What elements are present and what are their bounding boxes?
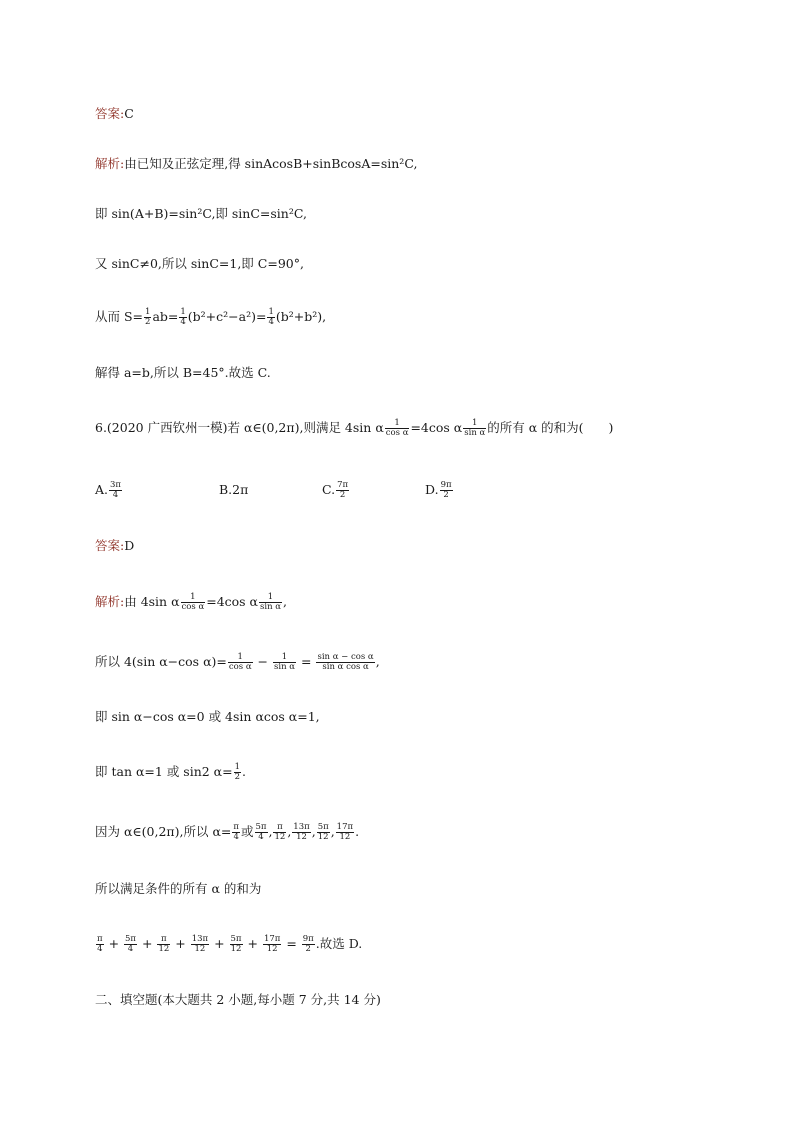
- option-c: C. $\frac{7\pi}{2}$: [322, 480, 349, 500]
- answer-value: D: [124, 538, 135, 553]
- fraction: $\frac{1}{2}$: [145, 307, 151, 327]
- option-b: B.2π: [219, 482, 249, 497]
- solution-5-line-1: 解析:由已知及正弦定理,得 sinAcosB+sinBcosA=sin²C,: [95, 156, 418, 171]
- answer-value: C: [124, 106, 134, 121]
- fraction: $\frac{1}{4}$: [268, 307, 274, 327]
- solution-5-line-3: 又 sinC≠0,所以 sinC=1,即 C=90°,: [95, 256, 304, 271]
- solution-6-line-5: 因为 α∈(0,2π),所以 α= $\frac{\pi}{4}$ 或 $\frac{5\pi}{4}$ , $\frac{\pi}{12}$ , $\frac{13\pi}{12}$ , $\frac{5\pi}{12}$ , $\frac{17\pi}{12}$ .: [95, 822, 360, 842]
- solution-6-line-6: 所以满足条件的所有 α 的和为: [95, 881, 262, 896]
- answer-6: [95, 536, 134, 556]
- answer-label: 答案:: [95, 538, 125, 553]
- question-6: 6.(2020 广西钦州一模)若 α∈(0,2π),则满足 4sin α $\frac{1}{\text{cos α}}$ =4cos α $\frac{1}{\text{sin α}}$ 的所有 α 的和为( ): [95, 418, 614, 438]
- fraction: $\frac{1}{4}$: [180, 307, 186, 327]
- solution-6-line-7: $\frac{\pi}{4}$ + $\frac{5\pi}{4}$ + $\frac{\pi}{12}$ + $\frac{13\pi}{12}$ + $\frac{5\pi}{12}$ + $\frac{17\pi}{12}$ = $\frac{9\pi}{2}$ .故选 D.: [97, 934, 363, 954]
- solution-5-line-2: 即 sin(A+B)=sin²C,即 sinC=sin²C,: [95, 206, 307, 221]
- answer-label: 答案:: [95, 106, 125, 121]
- option-d: D. $\frac{9\pi}{2}$: [425, 480, 452, 500]
- solution-label: 解析:: [95, 594, 125, 609]
- section-2-heading: 二、填空题(本大题共 2 小题,每小题 7 分,共 14 分): [95, 992, 381, 1007]
- solution-6-line-3: 即 sin α−cos α=0 或 4sin αcos α=1,: [95, 709, 320, 724]
- option-a: A. $\frac{3\pi}{4}$: [95, 480, 122, 500]
- solution-6-line-2: 所以 4(sin α−cos α)= $\frac{1}{\text{cos α}}$ − $\frac{1}{\text{sin α}}$ = $\frac{\text{sin α − cos α}}{\text{sin α cos α}}$ ,: [95, 652, 380, 672]
- solution-5-line-5: 解得 a=b,所以 B=45°.故选 C.: [95, 365, 271, 380]
- solution-6-line-4: 即 tan α=1 或 sin2 α= $\frac{1}{2}$ .: [95, 762, 246, 782]
- solution-6-line-1: 解析:由 4sin α $\frac{1}{\text{cos α}}$ =4cos α $\frac{1}{\text{sin α}}$ ,: [95, 592, 287, 612]
- answer-5: [95, 104, 134, 124]
- solution-5-line-4: 从而 S= $\frac{1}{2}$ ab= $\frac{1}{4}$ (b²+c²−a²)= $\frac{1}{4}$ (b²+b²),: [95, 307, 327, 327]
- fraction: $\frac{1}{\text{cos α}}$: [385, 418, 409, 438]
- solution-label: 解析:: [95, 156, 125, 171]
- fraction: $\frac{1}{\text{sin α}}$: [464, 418, 486, 438]
